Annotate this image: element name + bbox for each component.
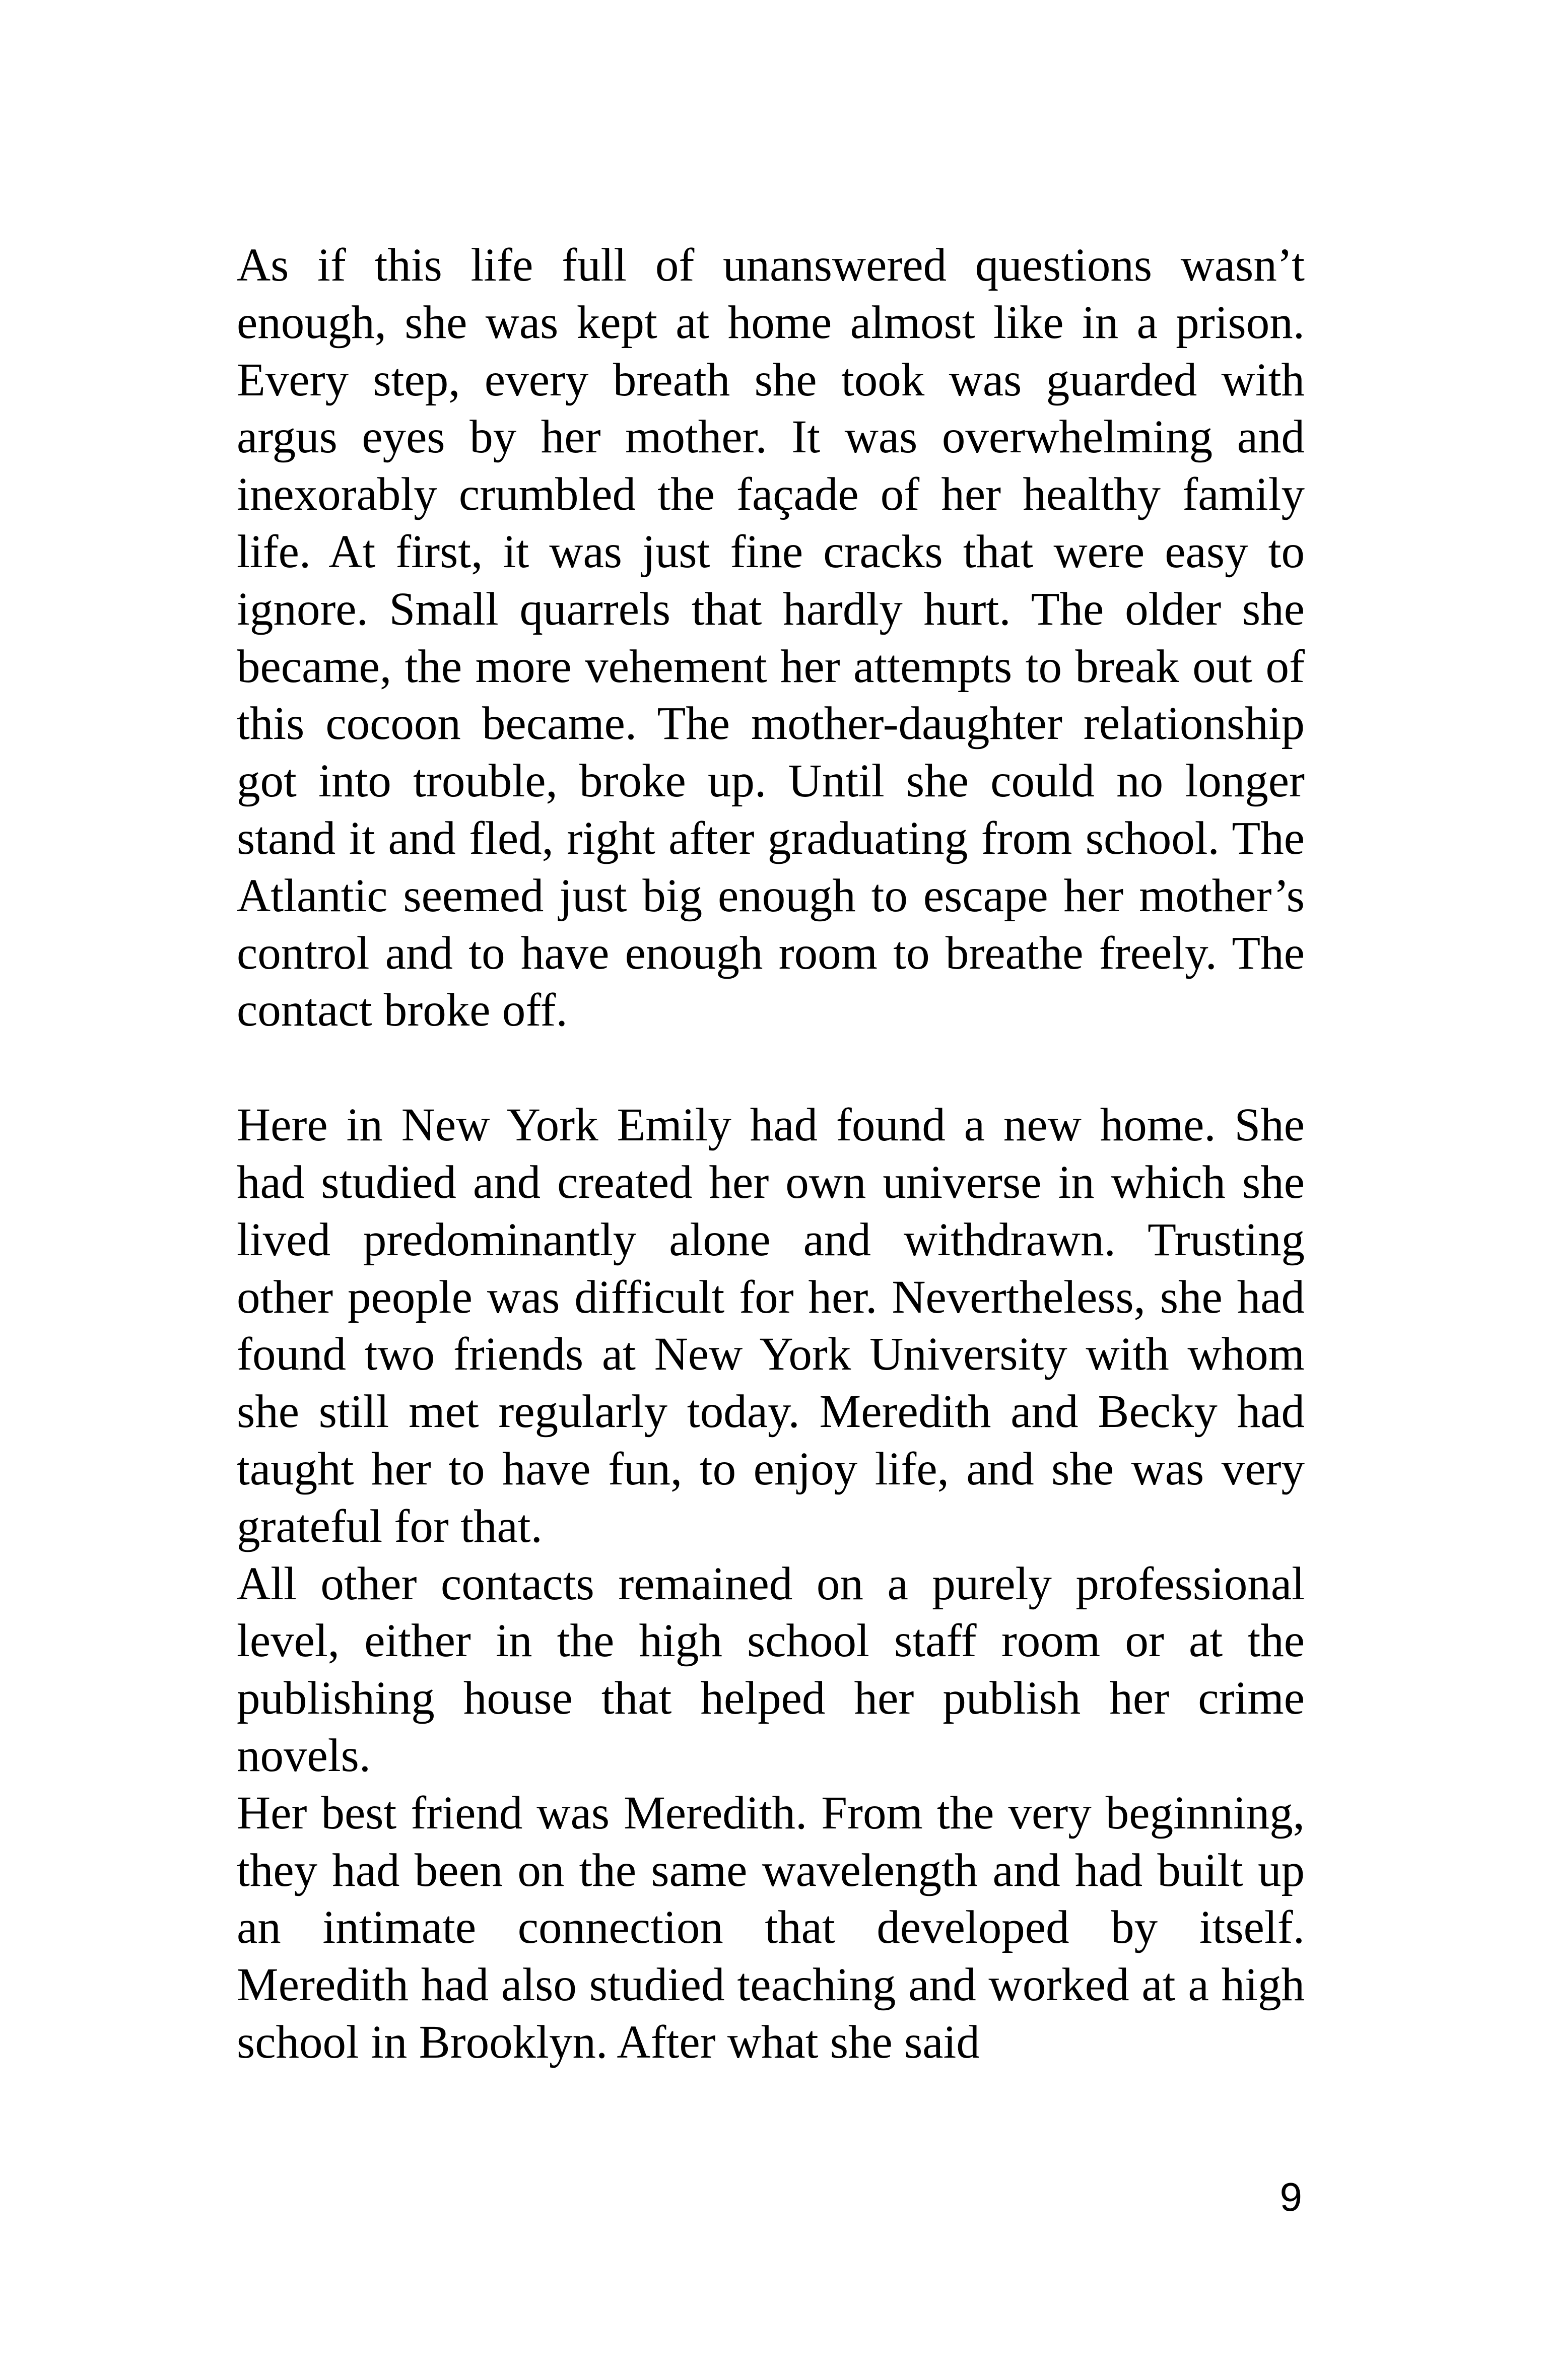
paragraph: All other contacts remained on a purely professional level, either in the high school staff room or at the publishing house that helped her publish her crime novels. bbox=[237, 1557, 1305, 1782]
body-text bbox=[237, 237, 1305, 2071]
page-number: 9 bbox=[1279, 2174, 1302, 2219]
paragraph: Her best friend was Meredith. From the very beginning, they had been on the same wavelength and had built up an intimate connection that developed by itself. Meredith had also studied teaching and worked at a high school in Brooklyn. After what she said bbox=[237, 1787, 1305, 2068]
paragraph: Here in New York Emily had found a new home. She had studied and created her own universe in which she lived predominantly alone and withdrawn. Trusting other people was difficult for her. Nevertheless, she had found two friends at New York University with whom she still met regularly today. Meredith and Becky had taught her to have fun, to enjoy life, and she was very grateful for that. bbox=[237, 1099, 1305, 1552]
paragraph: As if this life full of unanswered questions wasn’t enough, she was kept at home almost like in a prison. Every step, every breath she took was guarded with argus eyes by her mother. It was overwhelming and inexorably crumbled the façade of her healthy family life. At first, it was just fine cracks that were easy to ignore. Small quarrels that hardly hurt. The older she became, the more vehement her attempts to break out of this cocoon became. The mother-daughter relationship got into trouble, broke up. Until she could no longer stand it and fled, right after graduating from school. The Atlantic seemed just big enough to escape her mother’s control and to have enough room to breathe freely. The contact broke off. bbox=[237, 239, 1305, 1037]
